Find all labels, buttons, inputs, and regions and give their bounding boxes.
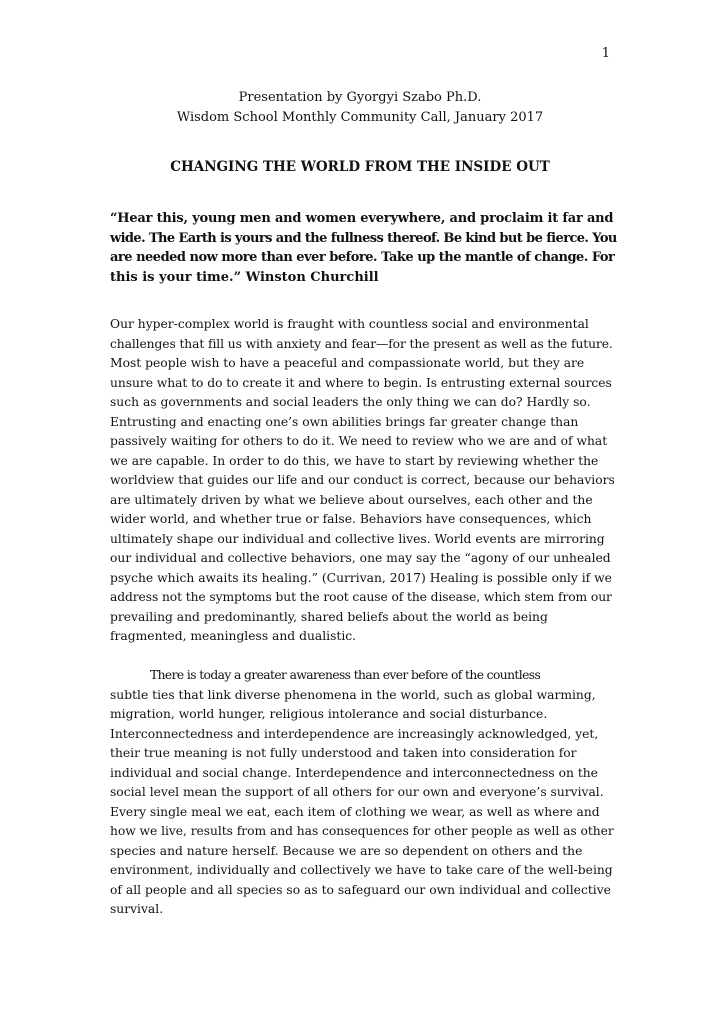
text-line: social level mean the support of all others for our own and everyone’s survival. bbox=[110, 785, 604, 799]
text-line: environment, individually and collectively we have to take care of the well-being bbox=[110, 863, 613, 877]
quote-line: wide. The Earth is yours and the fullness thereof. Be kind but be fierce. You bbox=[110, 230, 617, 246]
text-line: individual and social change. Interdependence and interconnectedness on the bbox=[110, 765, 598, 780]
churchill-quote bbox=[110, 209, 615, 287]
text-line: how we live, results from and has consequences for other people as well as other bbox=[110, 824, 614, 838]
text-line: our individual and collective behaviors, one may say the “agony of our unhealed bbox=[110, 551, 611, 565]
text-line: prevailing and predominantly, shared beliefs about the world as being bbox=[110, 609, 548, 624]
header-author: Presentation by Gyorgyi Szabo Ph.D. bbox=[238, 90, 482, 105]
text-line: challenges that fill us with anxiety and fear—for the present as well as the future. bbox=[110, 336, 613, 351]
text-line: There is today a greater awareness than ever before of the countless bbox=[150, 668, 541, 682]
text-line: passively waiting for others to do it. We need to review who we are and of what bbox=[110, 434, 608, 448]
text-line: unsure what to do to create it and where to begin. Is entrusting external sources bbox=[110, 375, 612, 390]
document-title: CHANGING THE WORLD FROM THE INSIDE OUT bbox=[170, 159, 550, 175]
quote-line: this is your time.” Winston Churchill bbox=[110, 269, 379, 285]
text-line: such as governments and social leaders the only thing we can do? Hardly so. bbox=[110, 395, 591, 409]
presentation-header bbox=[0, 88, 720, 127]
text-line: Entrusting and enacting one’s own abilities brings far greater change than bbox=[110, 414, 579, 429]
text-line: of all people and all species so as to safeguard our own individual and collective bbox=[110, 882, 611, 897]
paragraph-1 bbox=[110, 315, 615, 647]
page-number: 1 bbox=[601, 46, 610, 61]
text-line: psyche which awaits its healing.” (Currivan, 2017) Healing is possible only if we bbox=[110, 570, 612, 585]
text-line: species and nature herself. Because we are so dependent on others and the bbox=[110, 843, 583, 858]
text-line: migration, world hunger, religious intolerance and social disturbance. bbox=[110, 707, 548, 721]
text-line: Most people wish to have a peaceful and compassionate world, but they are bbox=[110, 356, 585, 370]
text-line: we are capable. In order to do this, we have to start by reviewing whether the bbox=[110, 453, 599, 468]
text-line: survival. bbox=[110, 902, 164, 916]
quote-line: are needed now more than ever before. Take up the mantle of change. For bbox=[110, 250, 615, 265]
text-line: fragmented, meaningless and dualistic. bbox=[110, 629, 357, 643]
text-line: their true meaning is not fully understood and taken into consideration for bbox=[110, 746, 577, 760]
text-line: Our hyper-complex world is fraught with countless social and environmental bbox=[110, 317, 589, 331]
text-line: Interconnectedness and interdependence are increasingly acknowledged, yet, bbox=[110, 726, 599, 741]
text-line: worldview that guides our life and our conduct is correct, because our behaviors bbox=[110, 473, 615, 487]
text-line: address not the symptoms but the root cause of the disease, which stem from our bbox=[110, 590, 612, 604]
text-line: subtle ties that link diverse phenomena in the world, such as global warming, bbox=[110, 687, 596, 702]
text-line: are ultimately driven by what we believe about ourselves, each other and the bbox=[110, 492, 593, 507]
quote-line: “Hear this, young men and women everywhere, and proclaim it far and bbox=[110, 211, 614, 226]
text-line: Every single meal we eat, each item of clothing we wear, as well as where and bbox=[110, 804, 600, 819]
header-event: Wisdom School Monthly Community Call, January 2017 bbox=[176, 109, 544, 125]
text-line: ultimately shape our individual and collective lives. World events are mirroring bbox=[110, 531, 605, 546]
text-line: wider world, and whether true or false. Behaviors have consequences, which bbox=[110, 512, 592, 526]
paragraph-2 bbox=[110, 666, 615, 920]
